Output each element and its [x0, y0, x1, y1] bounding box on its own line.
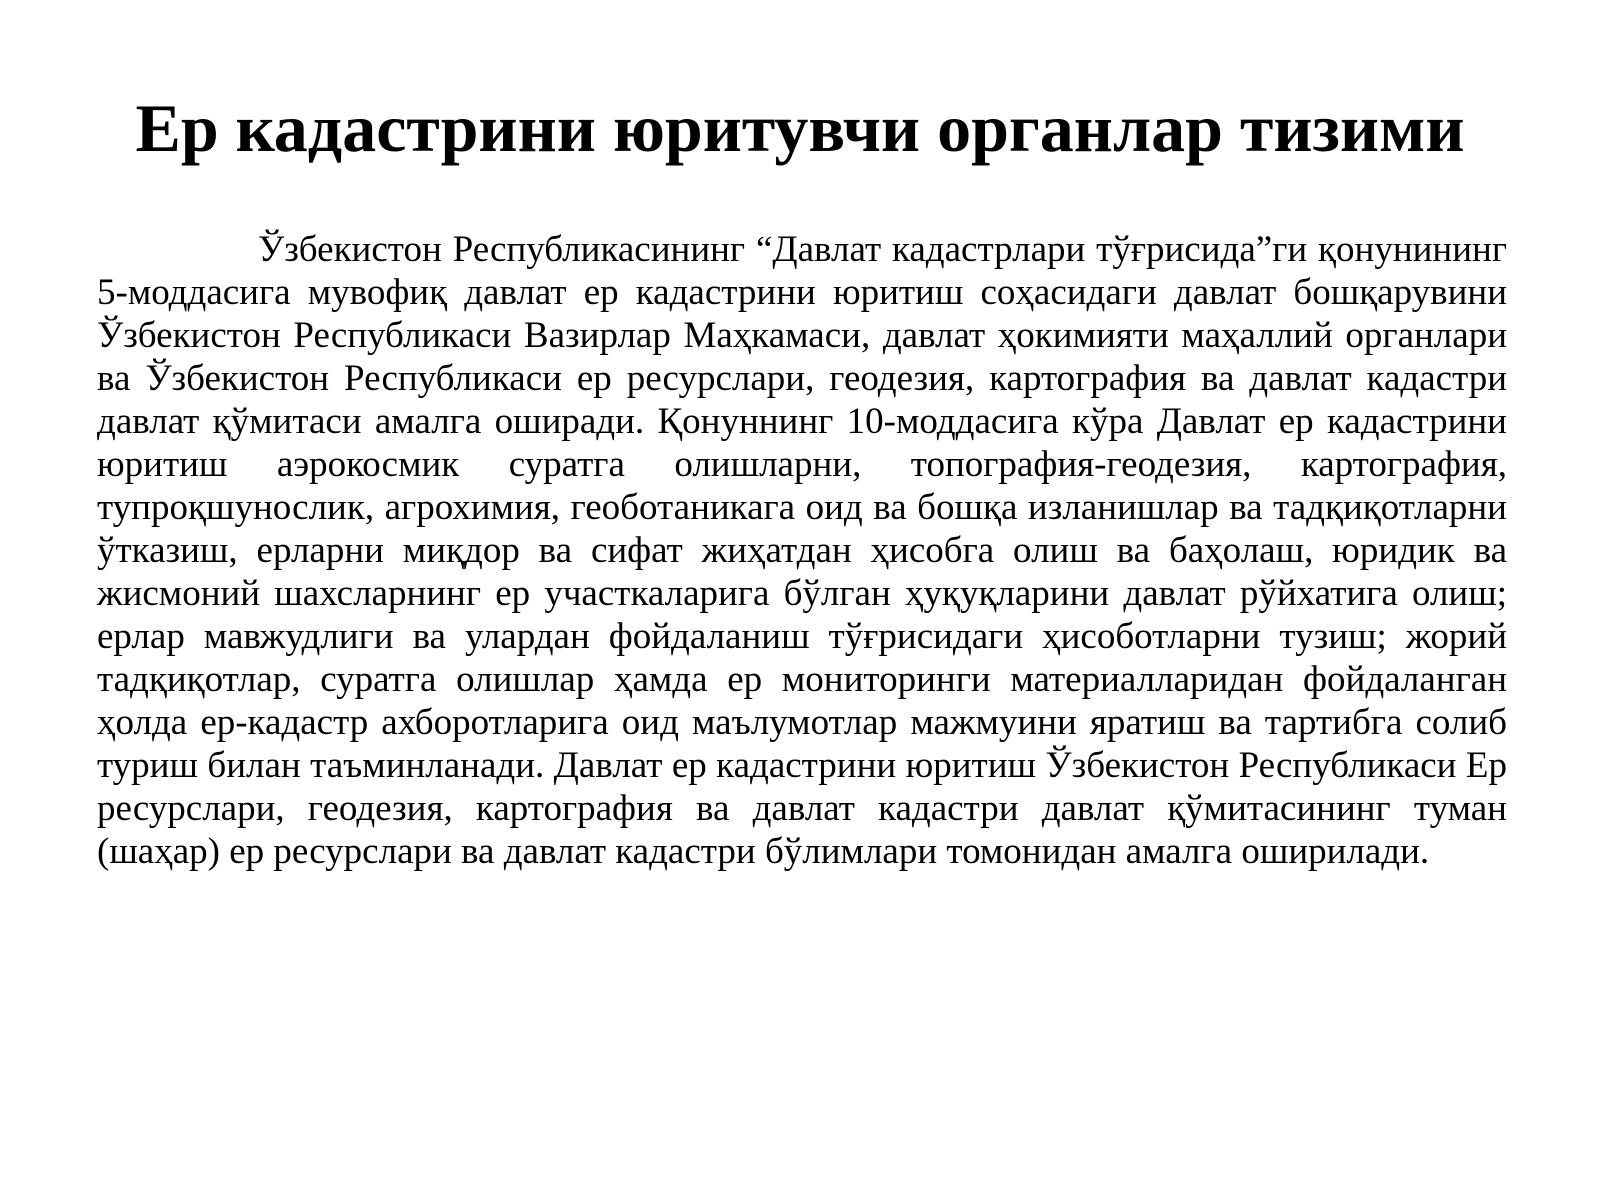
slide-title: Ер кадастрини юритувчи органлар тизими — [135, 90, 1465, 166]
body-paragraph: Ўзбекистон Республикасининг “Давлат кадастрлари тўғрисида”ги қонунининг 5-моддасига мувофиқ давлат ер кадастрини юритиш соҳасидаги давлат бошқарувини Ўзбекистон Республикаси Вазирлар Маҳкамаси, давлат ҳокимияти маҳаллий органлари ва Ўзбекистон Республикаси ер ресурслари, геодезия, картография ва давлат кадастри давлат қўмитаси амалга оширади. Қонуннинг 10-моддасига кўра Давлат ер кадастрини юритиш аэрокосмик суратга олишларни, топография-геодезия, картография, тупроқшунослик, агрохимия, геоботаникага оид ва бошқа изланишлар ва тадқиқотларни ўтказиш, ерларни миқдор ва сифат жиҳатдан ҳисобга олиш ва баҳолаш, юридик ва жисмоний шахсларнинг ер участкаларига бўлган ҳуқуқларини давлат рўйхатига олиш; ерлар мавжудлиги ва улардан фойдаланиш тўғрисидаги ҳисоботларни тузиш; жорий тадқиқотлар, суратга олишлар ҳамда ер мониторинги материалларидан фойдаланган ҳолда ер-кадастр ахборотларига оид маълумотлар мажмуини яратиш ва тартибга солиб туриш билан таъминланади. Давлат ер кадастрини юритиш Ўзбекистон Республикаси Ер ресурслари, геодезия, картография ва давлат кадастри давлат қўмитасининг туман (шаҳар) ер ресурслари ва давлат кадастри бўлимлари томонидан амалга оширилади. — [97, 229, 1507, 872]
